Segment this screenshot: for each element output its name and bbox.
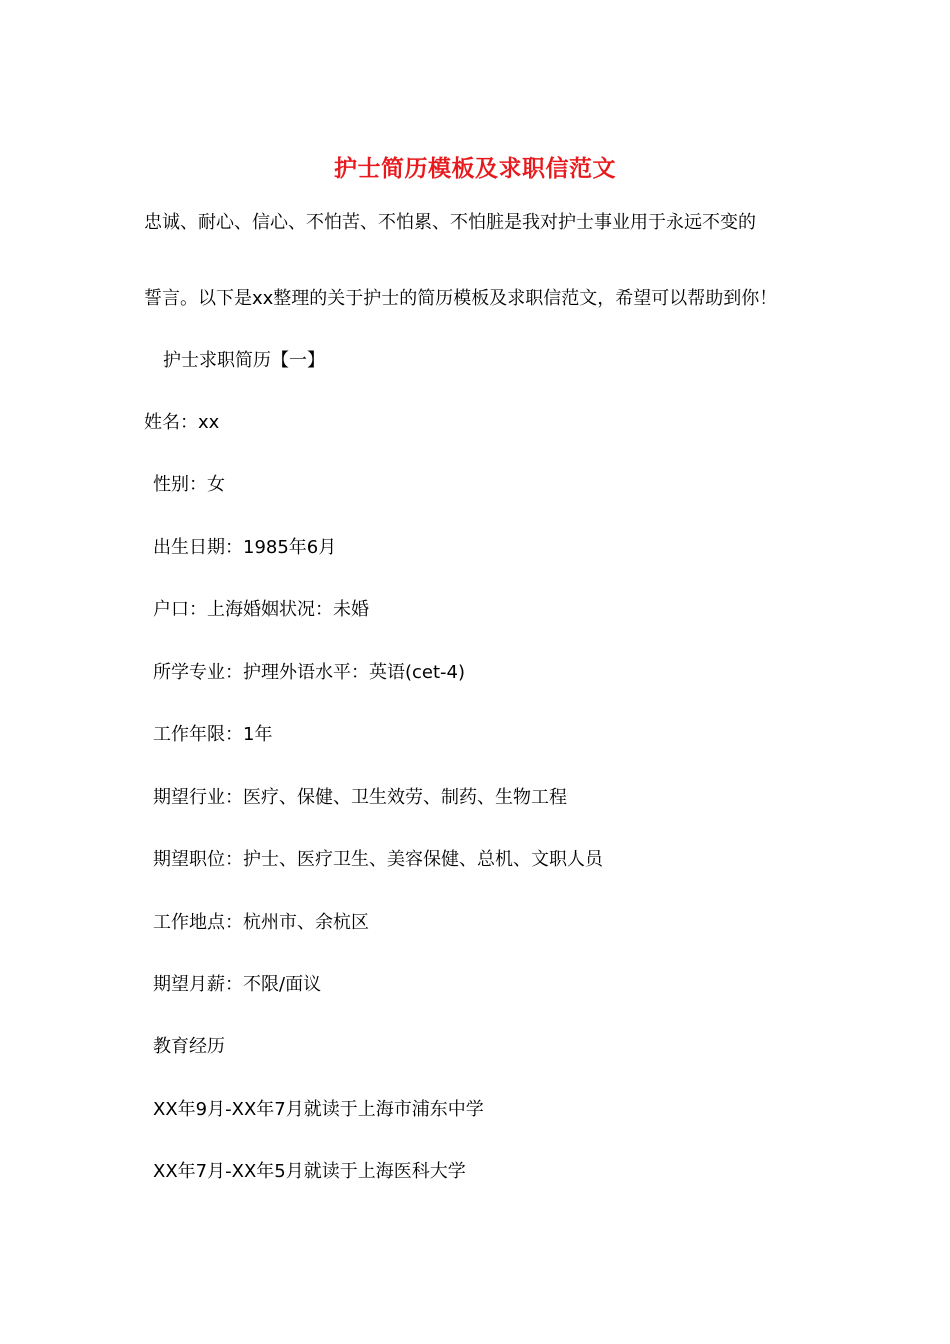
field-major-language: 所学专业：护理外语水平：英语(cet-4) (153, 662, 466, 683)
field-hukou-marital: 户口：上海婚姻状况：未婚 (153, 599, 369, 620)
education-entry-2: XX年7月-XX年5月就读于上海医科大学 (153, 1161, 466, 1182)
field-gender: 性别：女 (153, 474, 225, 495)
field-salary: 期望月薪：不限/面议 (153, 974, 322, 995)
field-birth: 出生日期：1985年6月 (153, 537, 337, 558)
field-position: 期望职位：护士、医疗卫生、美容保健、总机、文职人员 (153, 849, 603, 870)
document-title: 护士简历模板及求职信范文 (334, 155, 616, 182)
field-location: 工作地点：杭州市、余杭区 (153, 912, 369, 933)
education-heading: 教育经历 (153, 1036, 225, 1057)
education-entry-1: XX年9月-XX年7月就读于上海市浦东中学 (153, 1099, 484, 1120)
intro-line-1: 忠诚、耐心、信心、不怕苦、不怕累、不怕脏是我对护士事业用于永远不变的 (144, 212, 756, 233)
section-heading: 护士求职简历【一】 (163, 350, 325, 371)
field-name: 姓名：xx (144, 412, 220, 433)
field-work-years: 工作年限：1年 (153, 724, 273, 745)
field-industry: 期望行业：医疗、保健、卫生效劳、制药、生物工程 (153, 787, 567, 808)
intro-line-2: 誓言。以下是xx整理的关于护士的简历模板及求职信范文，希望可以帮助到你！ (144, 288, 778, 309)
